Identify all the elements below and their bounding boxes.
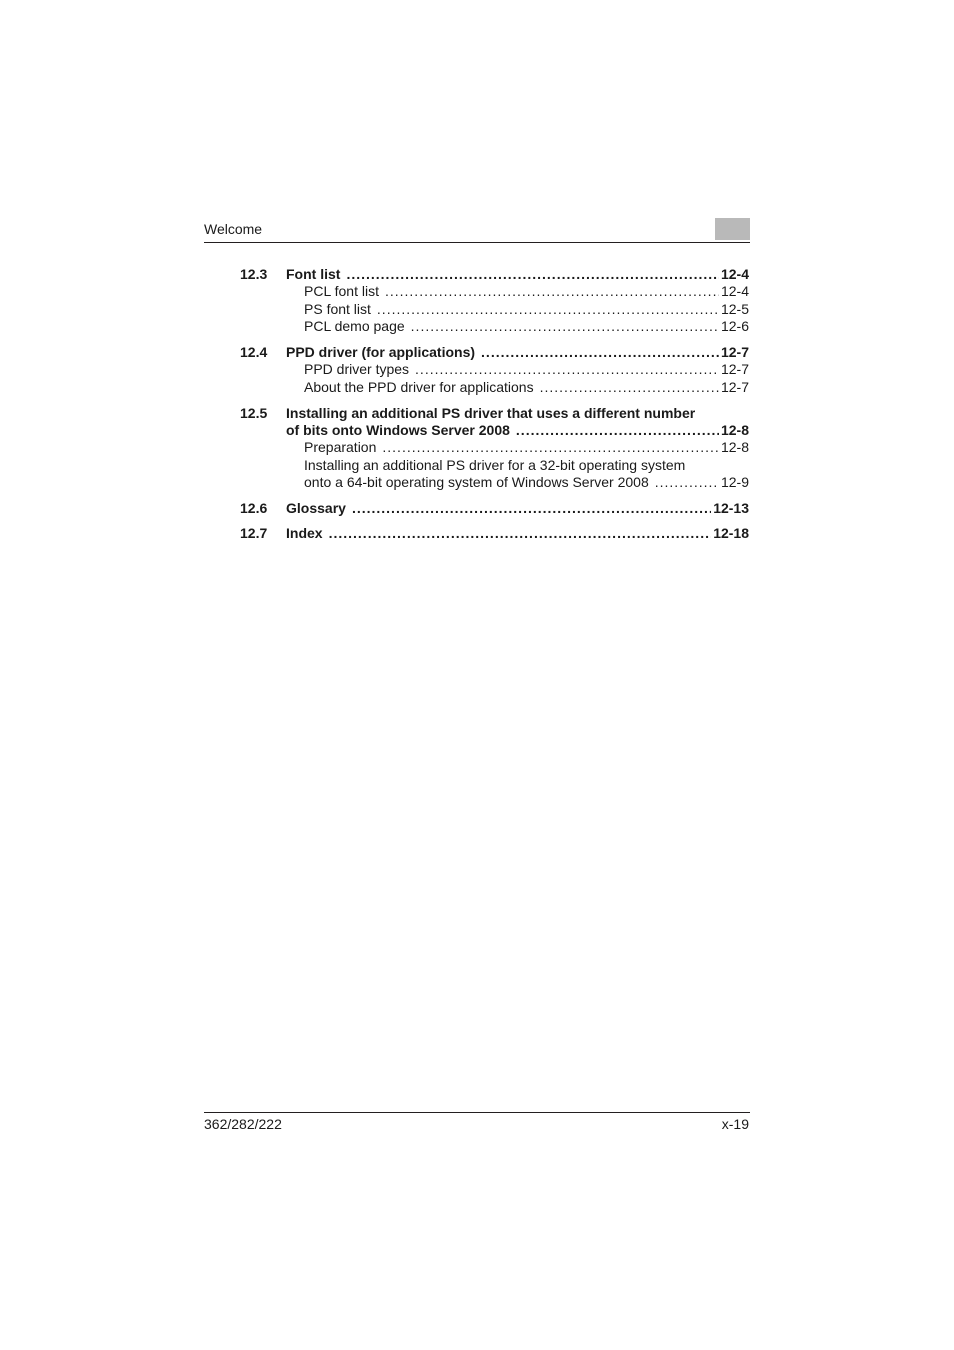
toc-section-12-6	[240, 500, 749, 517]
dot-leader	[540, 379, 719, 397]
entry-title-line2: of bits onto Windows Server 2008	[286, 421, 510, 438]
dot-leader	[329, 525, 712, 542]
toc-entry[interactable]	[286, 422, 749, 439]
dot-leader	[377, 301, 719, 319]
dot-leader	[415, 361, 719, 379]
toc-section-12-3	[240, 266, 749, 336]
entry-title-line1[interactable]: Installing an additional PS driver that uses a different number	[286, 404, 696, 421]
dot-leader	[346, 266, 719, 283]
toc-subentry[interactable]	[304, 474, 749, 492]
entry-title: About the PPD driver for applications	[304, 378, 534, 395]
toc-entry[interactable]	[286, 500, 749, 517]
model-number: 362/282/222	[204, 1116, 282, 1132]
entry-title: PCL demo page	[304, 318, 405, 335]
entry-title: Preparation	[304, 438, 377, 455]
dot-leader	[382, 439, 719, 457]
toc-subentry[interactable]	[304, 379, 749, 397]
chapter-tab	[715, 218, 750, 240]
dot-leader	[481, 344, 719, 361]
page-header	[204, 218, 750, 243]
entry-page: 12-4	[720, 283, 749, 299]
entry-page: 12-7	[720, 378, 749, 395]
entry-page: 12-9	[720, 474, 749, 491]
dot-leader	[516, 422, 719, 439]
entry-title: Font list	[286, 266, 341, 282]
dot-leader	[385, 283, 719, 301]
section-number: 12.5	[240, 404, 268, 421]
dot-leader	[655, 474, 719, 492]
entry-page: 12-7	[720, 361, 749, 378]
entry-title: Index	[286, 524, 323, 541]
entry-title: PCL font list	[304, 283, 379, 299]
header-title: Welcome	[204, 221, 263, 237]
entry-page: 12-8	[720, 438, 749, 455]
dot-leader	[352, 500, 711, 517]
subentry-title-line2: onto a 64-bit operating system of Windows Server 2008	[304, 474, 649, 491]
toc-section-12-4	[240, 344, 749, 396]
page-number: x-19	[721, 1116, 749, 1132]
toc-entry[interactable]	[286, 266, 749, 283]
toc-subentry[interactable]	[304, 439, 749, 457]
toc-section-12-7	[240, 525, 749, 542]
toc-subentry[interactable]	[304, 301, 749, 319]
section-number: 12.6	[240, 499, 268, 516]
entry-title: PPD driver types	[304, 361, 410, 378]
page-footer	[204, 1112, 750, 1132]
entry-page: 12-8	[720, 421, 749, 438]
entry-page: 12-5	[720, 300, 749, 317]
entry-title: PS font list	[304, 300, 371, 317]
entry-title: PPD driver (for applications)	[286, 344, 476, 361]
subentry-title-line1[interactable]: Installing an additional PS driver for a 32-bit operating system	[304, 457, 686, 474]
entry-page: 12-7	[720, 344, 749, 361]
toc-entry[interactable]	[286, 525, 749, 542]
entry-page: 12-4	[720, 266, 749, 282]
toc-subentry[interactable]	[304, 318, 749, 336]
section-number: 12.7	[240, 524, 268, 541]
dot-leader	[411, 318, 719, 336]
toc-entry[interactable]	[286, 344, 749, 361]
toc-section-12-5	[240, 405, 749, 492]
entry-page: 12-18	[713, 524, 749, 541]
entry-page: 12-13	[713, 499, 749, 516]
section-number: 12.4	[240, 344, 268, 361]
table-of-contents	[240, 266, 749, 550]
entry-page: 12-6	[720, 318, 749, 335]
toc-subentry[interactable]	[304, 283, 749, 301]
toc-subentry[interactable]	[304, 361, 749, 379]
section-number: 12.3	[240, 266, 268, 282]
entry-title: Glossary	[286, 499, 346, 516]
